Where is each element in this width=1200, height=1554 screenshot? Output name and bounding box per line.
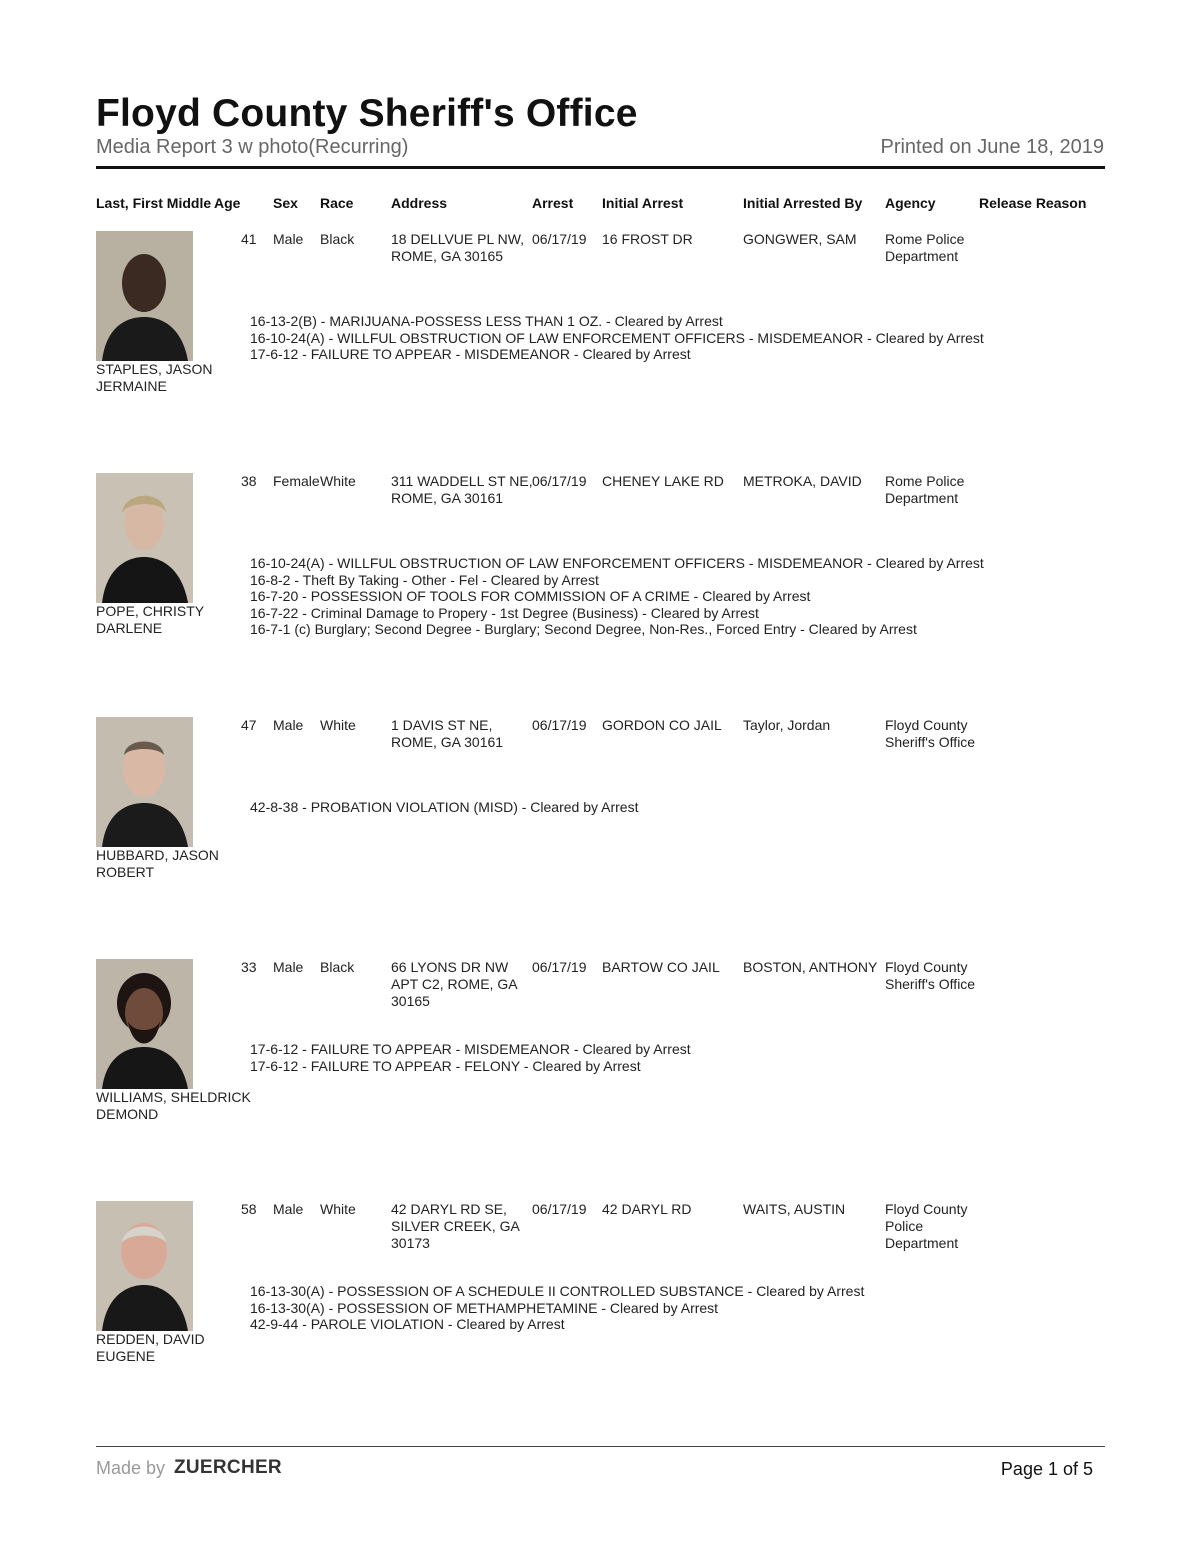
person-silhouette-icon xyxy=(96,959,193,1089)
column-header-arrest: Arrest xyxy=(532,195,574,211)
column-header-agency: Agency xyxy=(885,195,936,211)
age-value: 38 xyxy=(241,473,257,489)
arresting-officer: BOSTON, ANTHONY xyxy=(743,959,878,975)
arrest-date: 06/17/19 xyxy=(532,1201,587,1217)
mugshot-photo xyxy=(96,473,193,603)
sex-value: Male xyxy=(273,959,304,975)
mugshot-photo xyxy=(96,959,193,1089)
record-row xyxy=(0,231,1200,461)
race-value: White xyxy=(320,473,356,489)
footer-divider xyxy=(96,1446,1105,1447)
agency-value: Floyd County Sheriff's Office xyxy=(885,959,976,992)
address-value: 18 DELLVUE PL NW, ROME, GA 30165 xyxy=(391,231,525,264)
charge-item: 16-13-30(A) - POSSESSION OF A SCHEDULE II CONTROLLED SUBSTANCE - Cleared by Arrest xyxy=(250,1283,865,1299)
arrest-date: 06/17/19 xyxy=(532,717,587,733)
age-value: 47 xyxy=(241,717,257,733)
arresting-officer: WAITS, AUSTIN xyxy=(743,1201,846,1217)
age-value: 41 xyxy=(241,231,257,247)
charges-list xyxy=(250,1041,691,1074)
inmate-name: HUBBARD, JASON ROBERT xyxy=(96,847,219,880)
column-header-initial-arrest: Initial Arrest xyxy=(602,195,684,211)
arrest-date: 06/17/19 xyxy=(532,231,587,247)
record-row xyxy=(0,1201,1200,1431)
charges-list xyxy=(250,313,984,363)
address-value: 1 DAVIS ST NE, ROME, GA 30161 xyxy=(391,717,504,750)
initial-arrest-location: BARTOW CO JAIL xyxy=(602,959,720,975)
zuercher-logo: ZUERCHER xyxy=(174,1457,282,1478)
charge-item: 16-13-2(B) - MARIJUANA-POSSESS LESS THAN 1 OZ. - Cleared by Arrest xyxy=(250,313,723,329)
charge-item: 16-8-2 - Theft By Taking - Other - Fel - Cleared by Arrest xyxy=(250,571,599,588)
initial-arrest-location: 42 DARYL RD xyxy=(602,1201,692,1217)
charges-list xyxy=(250,799,638,816)
race-value: White xyxy=(320,1201,356,1217)
sex-value: Male xyxy=(273,717,304,733)
mugshot-photo xyxy=(96,717,193,847)
column-header-sex: Sex xyxy=(273,195,298,211)
record-row xyxy=(0,473,1200,703)
inmate-name: REDDEN, DAVID EUGENE xyxy=(96,1331,205,1364)
race-value: Black xyxy=(320,231,355,247)
age-value: 58 xyxy=(241,1201,257,1217)
inmate-name: STAPLES, JASON JERMAINE xyxy=(96,361,213,394)
charge-item: 16-10-24(A) - WILLFUL OBSTRUCTION OF LAW ENFORCEMENT OFFICERS - MISDEMEANOR - Cleared by Arrest xyxy=(250,329,984,346)
column-header-release-reason: Release Reason xyxy=(979,195,1087,211)
charge-item: 17-6-12 - FAILURE TO APPEAR - FELONY - Cleared by Arrest xyxy=(250,1057,641,1074)
arresting-officer: GONGWER, SAM xyxy=(743,231,857,247)
charge-item: 42-9-44 - PAROLE VIOLATION - Cleared by Arrest xyxy=(250,1316,565,1332)
initial-arrest-location: 16 FROST DR xyxy=(602,231,693,247)
person-silhouette-icon xyxy=(96,231,193,361)
person-silhouette-icon xyxy=(96,717,193,847)
initial-arrest-location: GORDON CO JAIL xyxy=(602,717,722,733)
person-silhouette-icon xyxy=(96,473,193,603)
column-header-initial-arrested-by: Initial Arrested By xyxy=(743,195,863,211)
sex-value: Male xyxy=(273,231,304,247)
arrest-date: 06/17/19 xyxy=(532,473,587,489)
arrest-date: 06/17/19 xyxy=(532,959,587,975)
initial-arrest-location: CHENEY LAKE RD xyxy=(602,473,724,489)
report-title: Floyd County Sheriff's Office xyxy=(96,92,638,135)
sex-value: Male xyxy=(273,1201,304,1217)
column-header-race: Race xyxy=(320,195,354,211)
page-number: Page 1 of 5 xyxy=(1000,1459,1093,1479)
record-row xyxy=(0,717,1200,947)
arresting-officer: METROKA, DAVID xyxy=(743,473,862,489)
agency-value: Floyd County Police Department xyxy=(885,1201,968,1251)
mugshot-photo xyxy=(96,1201,193,1331)
mugshot-photo xyxy=(96,231,193,361)
charges-list xyxy=(250,1283,864,1333)
address-value: 311 WADDELL ST NE, ROME, GA 30161 xyxy=(391,473,533,506)
charge-item: 16-7-22 - Criminal Damage to Propery - 1st Degree (Business) - Cleared by Arrest xyxy=(250,604,759,621)
charge-item: 17-6-12 - FAILURE TO APPEAR - MISDEMEANOR - Cleared by Arrest xyxy=(250,1041,691,1057)
agency-value: Floyd County Sheriff's Office xyxy=(885,717,976,750)
charges-list xyxy=(250,555,984,638)
printed-date: Printed on June 18, 2019 xyxy=(880,136,1104,158)
race-value: White xyxy=(320,717,356,733)
agency-value: Rome Police Department xyxy=(885,231,965,264)
column-header-address: Address xyxy=(391,195,448,211)
report-subtitle: Media Report 3 w photo(Recurring) xyxy=(96,136,409,158)
charge-item: 16-10-24(A) - WILLFUL OBSTRUCTION OF LAW ENFORCEMENT OFFICERS - MISDEMEANOR - Cleared by Arrest xyxy=(250,555,984,571)
arresting-officer: Taylor, Jordan xyxy=(743,717,831,733)
column-header-age: Age xyxy=(214,195,241,211)
header-divider xyxy=(96,166,1105,169)
charge-item: 16-7-20 - POSSESSION OF TOOLS FOR COMMISSION OF A CRIME - Cleared by Arrest xyxy=(250,588,811,604)
inmate-name: WILLIAMS, SHELDRICK DEMOND xyxy=(96,1089,251,1122)
age-value: 33 xyxy=(241,959,257,975)
sex-value: Female xyxy=(273,473,320,489)
inmate-name: POPE, CHRISTY DARLENE xyxy=(96,603,205,636)
race-value: Black xyxy=(320,959,355,975)
charge-item: 42-8-38 - PROBATION VIOLATION (MISD) - Cleared by Arrest xyxy=(250,799,639,815)
person-silhouette-icon xyxy=(96,1201,193,1331)
charge-item: 17-6-12 - FAILURE TO APPEAR - MISDEMEANOR - Cleared by Arrest xyxy=(250,346,691,362)
made-by-label: Made by xyxy=(96,1458,166,1478)
record-row xyxy=(0,959,1200,1189)
column-header-name: Last, First Middle xyxy=(96,195,212,211)
charge-item: 16-13-30(A) - POSSESSION OF METHAMPHETAMINE - Cleared by Arrest xyxy=(250,1299,719,1316)
address-value: 66 LYONS DR NW APT C2, ROME, GA 30165 xyxy=(391,959,518,1009)
address-value: 42 DARYL RD SE, SILVER CREEK, GA 30173 xyxy=(391,1201,520,1251)
charge-item: 16-7-1 (c) Burglary; Second Degree - Burglary; Second Degree, Non-Res., Forced Entry - Cleared by Arrest xyxy=(250,621,917,637)
agency-value: Rome Police Department xyxy=(885,473,965,506)
